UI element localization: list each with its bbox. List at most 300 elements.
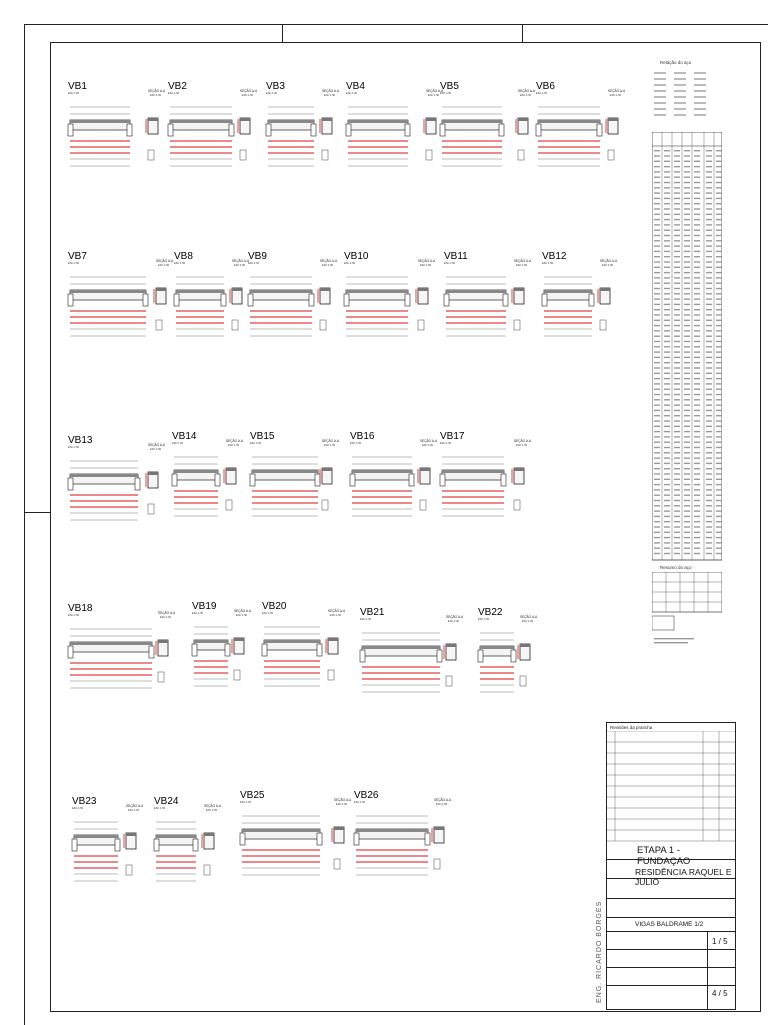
support-pillar <box>248 294 253 306</box>
table-cell <box>654 171 660 172</box>
table-cell <box>674 272 680 273</box>
table-cell <box>654 495 660 496</box>
support-pillar <box>168 124 173 136</box>
table-cell <box>684 394 690 395</box>
table-cell <box>694 256 700 257</box>
table-cell <box>694 526 700 527</box>
table-cell <box>674 404 680 405</box>
mini-cell <box>694 78 706 80</box>
table-cell <box>664 224 670 225</box>
table-cell <box>706 309 712 310</box>
scale-label: ESC 1:50 <box>344 262 356 265</box>
support-pillar <box>405 294 410 306</box>
cross-section-top <box>514 288 524 291</box>
support-pillar <box>354 833 359 845</box>
table-cell <box>684 442 690 443</box>
table-cell <box>674 346 680 347</box>
table-cell <box>654 373 660 374</box>
table-cell <box>694 351 700 352</box>
support-pillar <box>154 839 159 851</box>
table-cell <box>716 192 722 193</box>
section-scale-label: ESC 1:50 <box>602 264 614 267</box>
table-cell <box>664 182 670 183</box>
table-cell <box>706 457 712 458</box>
table-cell <box>684 431 690 432</box>
table-cell <box>664 542 670 543</box>
beam-top-slab <box>250 290 312 293</box>
beam-name: VB4 <box>346 81 365 92</box>
table-cell <box>706 415 712 416</box>
table-cell <box>674 548 680 549</box>
support-pillar <box>68 294 73 306</box>
section-label: SEÇÃO A-A <box>334 798 352 802</box>
table-cell <box>716 166 722 167</box>
table-cell <box>654 500 660 501</box>
table-cell <box>654 510 660 511</box>
table-cell <box>674 357 680 358</box>
table-cell <box>716 426 722 427</box>
table-cell <box>654 208 660 209</box>
beam-drawing <box>536 80 636 205</box>
table-cell <box>706 182 712 183</box>
support-pillar <box>511 650 516 662</box>
cross-section-top <box>320 288 330 291</box>
table-cell <box>684 261 690 262</box>
table-cell <box>706 293 712 294</box>
table-cell <box>694 182 700 183</box>
table-cell <box>674 224 680 225</box>
table-cell <box>664 457 670 458</box>
table-cell <box>654 256 660 257</box>
table-cell <box>654 367 660 368</box>
table-cell <box>664 410 670 411</box>
table-cell <box>706 261 712 262</box>
table-cell <box>654 198 660 199</box>
table-cell <box>664 336 670 337</box>
support-pillar <box>225 644 230 656</box>
table-cell <box>716 489 722 490</box>
table-cell <box>694 447 700 448</box>
table-cell <box>694 389 700 390</box>
table-cell <box>674 182 680 183</box>
scale-label: ESC 1:50 <box>172 442 184 445</box>
drawing-name: VIGAS BALDRAME 1/2 <box>635 921 704 928</box>
beam-drawing <box>248 250 348 375</box>
table-cell <box>694 293 700 294</box>
table-cell <box>694 510 700 511</box>
support-pillar <box>250 474 255 486</box>
table-cell <box>716 415 722 416</box>
table-cell <box>654 341 660 342</box>
beam-top-slab <box>442 470 504 473</box>
table-cell <box>706 320 712 321</box>
table-cell <box>684 537 690 538</box>
table-cell <box>706 463 712 464</box>
beam-name: VB16 <box>350 431 375 442</box>
section-scale-label: ESC 1:50 <box>150 94 162 97</box>
table-cell <box>654 521 660 522</box>
table-cell <box>674 203 680 204</box>
scale-label: ESC 1:50 <box>542 262 554 265</box>
table-cell <box>694 463 700 464</box>
table-cell <box>654 553 660 554</box>
table-cell <box>664 452 670 453</box>
table-cell <box>706 505 712 506</box>
beam-top-slab <box>170 120 232 123</box>
support-pillar <box>127 124 132 136</box>
table-cell <box>654 532 660 533</box>
table-cell <box>716 468 722 469</box>
table-cell <box>706 367 712 368</box>
table-cell <box>694 171 700 172</box>
table-cell <box>674 219 680 220</box>
table-cell <box>694 298 700 299</box>
beam-drawing <box>68 80 176 205</box>
table-cell <box>706 155 712 156</box>
table-cell <box>716 304 722 305</box>
table-cell <box>684 526 690 527</box>
table-cell <box>674 526 680 527</box>
table-cell <box>716 177 722 178</box>
beam-name: VB5 <box>440 81 459 92</box>
beam-top-slab <box>446 290 506 293</box>
table-cell <box>654 203 660 204</box>
table-cell <box>674 532 680 533</box>
mini-cell <box>694 84 706 86</box>
cross-section-top <box>234 638 244 641</box>
table-cell <box>694 468 700 469</box>
support-pillar <box>266 124 271 136</box>
table-cell <box>694 240 700 241</box>
table-cell <box>716 251 722 252</box>
table-cell <box>684 166 690 167</box>
table-cell <box>716 298 722 299</box>
revisions-title: Revisões da prancha <box>610 725 653 730</box>
table-cell <box>684 447 690 448</box>
table-cell <box>706 219 712 220</box>
table-cell <box>664 357 670 358</box>
table-cell <box>674 161 680 162</box>
mini-cell <box>674 72 686 74</box>
sheet-number-a: 1 / 5 <box>712 937 728 946</box>
table-cell <box>674 505 680 506</box>
cross-section-top <box>322 468 332 471</box>
tb-divider <box>607 878 735 879</box>
sheet-number-b: 4 / 5 <box>712 989 728 998</box>
table-cell <box>694 198 700 199</box>
table-cell <box>706 245 712 246</box>
table-cell <box>684 198 690 199</box>
mini-cell <box>694 102 706 104</box>
table-cell <box>664 415 670 416</box>
stirrup-detail <box>328 670 334 680</box>
section-scale-label: ESC 1:50 <box>234 264 246 267</box>
cross-section-top <box>608 118 618 121</box>
table-cell <box>706 542 712 543</box>
table-cell <box>674 261 680 262</box>
beam-name: VB11 <box>444 251 468 262</box>
table-cell <box>684 208 690 209</box>
table-cell <box>664 367 670 368</box>
table-cell <box>664 155 670 156</box>
table-cell <box>684 230 690 231</box>
cross-section-top <box>126 833 136 836</box>
table-cell <box>706 230 712 231</box>
table-cell <box>716 330 722 331</box>
table-cell <box>684 240 690 241</box>
table-cell <box>684 293 690 294</box>
table-cell <box>684 463 690 464</box>
stirrup-detail <box>226 500 232 510</box>
beam-drawing <box>478 606 548 731</box>
table-cell <box>654 410 660 411</box>
section-label: SEÇÃO A-A <box>418 259 436 263</box>
beam-name: VB6 <box>536 81 555 92</box>
table-cell <box>716 341 722 342</box>
support-pillar <box>444 294 449 306</box>
support-pillar <box>149 646 154 658</box>
support-pillar <box>68 124 73 136</box>
section-scale-label: ESC 1:50 <box>242 94 254 97</box>
beam-drawing <box>68 250 184 375</box>
table-cell <box>694 442 700 443</box>
stirrup-detail <box>600 320 606 330</box>
beam-name: VB22 <box>478 607 503 618</box>
table-cell <box>684 277 690 278</box>
table-cell <box>706 341 712 342</box>
table-cell <box>654 505 660 506</box>
table-cell <box>664 505 670 506</box>
support-pillar <box>501 474 506 486</box>
support-pillar <box>192 644 197 656</box>
table-cell <box>694 420 700 421</box>
cross-section-top <box>334 827 344 830</box>
table-cell <box>716 442 722 443</box>
table-cell <box>706 161 712 162</box>
stirrup-detail <box>126 865 132 875</box>
table-cell <box>664 304 670 305</box>
table-cell <box>664 510 670 511</box>
beam-name: VB21 <box>360 607 385 618</box>
table-cell <box>706 553 712 554</box>
table-cell <box>716 479 722 480</box>
table-cell <box>664 495 670 496</box>
table-cell <box>716 187 722 188</box>
tb-vert-divider <box>707 931 708 1009</box>
scale-label: ESC 1:50 <box>354 801 366 804</box>
section-scale-label: ESC 1:50 <box>322 264 334 267</box>
table-cell <box>664 293 670 294</box>
table-cell <box>664 187 670 188</box>
table-cell <box>716 351 722 352</box>
section-label: SEÇÃO A-A <box>446 615 464 619</box>
table-cell <box>694 542 700 543</box>
section-label: SEÇÃO A-A <box>320 259 338 263</box>
table-cell <box>694 235 700 236</box>
table-cell <box>694 155 700 156</box>
table-cell <box>684 420 690 421</box>
table-cell <box>664 325 670 326</box>
table-cell <box>674 399 680 400</box>
table-cell <box>674 468 680 469</box>
table-cell <box>684 489 690 490</box>
section-label: SEÇÃO A-A <box>434 798 452 802</box>
scale-label: ESC 1:50 <box>350 442 362 445</box>
table-cell <box>716 473 722 474</box>
table-cell <box>674 537 680 538</box>
support-pillar <box>425 833 430 845</box>
table-cell <box>674 389 680 390</box>
beam-top-slab <box>544 290 592 293</box>
table-cell <box>716 357 722 358</box>
table-cell <box>654 309 660 310</box>
table-cell <box>654 537 660 538</box>
scale-label: ESC 1:50 <box>478 618 490 621</box>
table-cell <box>684 553 690 554</box>
table-cell <box>664 548 670 549</box>
tb-divider <box>607 967 735 968</box>
table-cell <box>654 304 660 305</box>
table-cell <box>706 389 712 390</box>
steel-relation-title: Relação do aço <box>660 60 692 65</box>
table-cell <box>706 208 712 209</box>
mini-cell <box>694 90 706 92</box>
table-cell <box>664 373 670 374</box>
table-cell <box>684 182 690 183</box>
beam-name: VB26 <box>354 790 379 801</box>
scale-label: ESC 1:50 <box>250 442 262 445</box>
table-cell <box>706 426 712 427</box>
section-label: SEÇÃO A-A <box>148 89 166 93</box>
table-cell <box>654 351 660 352</box>
table-cell <box>684 484 690 485</box>
table-cell <box>694 495 700 496</box>
table-cell <box>654 314 660 315</box>
mini-cell <box>694 72 706 74</box>
table-cell <box>684 155 690 156</box>
table-cell <box>716 553 722 554</box>
beam-drawing <box>440 430 542 555</box>
table-cell <box>664 230 670 231</box>
table-cell <box>716 383 722 384</box>
table-cell <box>706 420 712 421</box>
beam-top-slab <box>480 646 514 649</box>
table-cell <box>664 219 670 220</box>
table-cell <box>706 479 712 480</box>
table-cell <box>706 484 712 485</box>
table-cell <box>716 463 722 464</box>
beam-name: VB20 <box>262 601 287 612</box>
table-cell <box>664 320 670 321</box>
section-scale-label: ESC 1:50 <box>206 809 218 812</box>
table-cell <box>706 203 712 204</box>
table-cell <box>684 320 690 321</box>
table-cell <box>716 336 722 337</box>
table-cell <box>684 542 690 543</box>
table-cell <box>694 452 700 453</box>
summary-note <box>654 642 688 643</box>
table-cell <box>674 489 680 490</box>
project-title: RESIDÊNCIA RAQUEL E JULIO <box>635 867 732 887</box>
scale-label: ESC 1:50 <box>346 92 358 95</box>
stirrup-detail <box>322 150 328 160</box>
table-cell <box>694 187 700 188</box>
table-cell <box>664 468 670 469</box>
table-cell <box>716 500 722 501</box>
frame-tick <box>522 24 523 42</box>
table-cell <box>654 420 660 421</box>
support-pillar <box>172 474 177 486</box>
beam-top-slab <box>176 290 224 293</box>
table-cell <box>664 177 670 178</box>
beam-drawing <box>68 602 186 727</box>
support-pillar <box>478 650 483 662</box>
mini-cell <box>654 96 666 98</box>
beam-drawing <box>240 789 362 914</box>
section-label: SEÇÃO A-A <box>514 439 532 443</box>
table-cell <box>716 389 722 390</box>
beam-top-slab <box>362 646 440 649</box>
table-cell <box>706 171 712 172</box>
table-cell <box>684 479 690 480</box>
table-cell <box>664 283 670 284</box>
stirrup-detail <box>334 859 340 869</box>
table-cell <box>706 224 712 225</box>
table-cell <box>716 521 722 522</box>
cross-section-top <box>328 638 338 641</box>
section-scale-label: ESC 1:50 <box>436 803 448 806</box>
scale-label: ESC 1:50 <box>360 618 372 621</box>
table-cell <box>654 177 660 178</box>
beam-drawing <box>542 250 628 375</box>
table-cell <box>654 357 660 358</box>
beam-drawing <box>360 606 474 731</box>
table-cell <box>654 219 660 220</box>
beam-top-slab <box>242 829 320 832</box>
table-cell <box>694 277 700 278</box>
table-cell <box>654 346 660 347</box>
table-cell <box>716 245 722 246</box>
table-cell <box>664 489 670 490</box>
section-scale-label: ESC 1:50 <box>150 448 162 451</box>
table-cell <box>674 235 680 236</box>
table-cell <box>664 399 670 400</box>
section-label: SEÇÃO A-A <box>226 439 244 443</box>
table-cell <box>716 516 722 517</box>
table-cell <box>684 389 690 390</box>
table-cell <box>674 330 680 331</box>
table-cell <box>706 346 712 347</box>
table-cell <box>654 320 660 321</box>
mini-cell <box>654 72 666 74</box>
section-scale-label: ESC 1:50 <box>610 94 622 97</box>
table-cell <box>716 420 722 421</box>
table-cell <box>716 548 722 549</box>
table-cell <box>706 500 712 501</box>
table-cell <box>654 298 660 299</box>
mini-cell <box>654 78 666 80</box>
table-cell <box>706 394 712 395</box>
table-cell <box>684 457 690 458</box>
table-cell <box>716 431 722 432</box>
support-pillar <box>240 833 245 845</box>
table-cell <box>664 256 670 257</box>
beam-name: VB7 <box>68 251 87 262</box>
table-cell <box>684 330 690 331</box>
table-cell <box>706 452 712 453</box>
table-cell <box>716 410 722 411</box>
table-cell <box>654 240 660 241</box>
